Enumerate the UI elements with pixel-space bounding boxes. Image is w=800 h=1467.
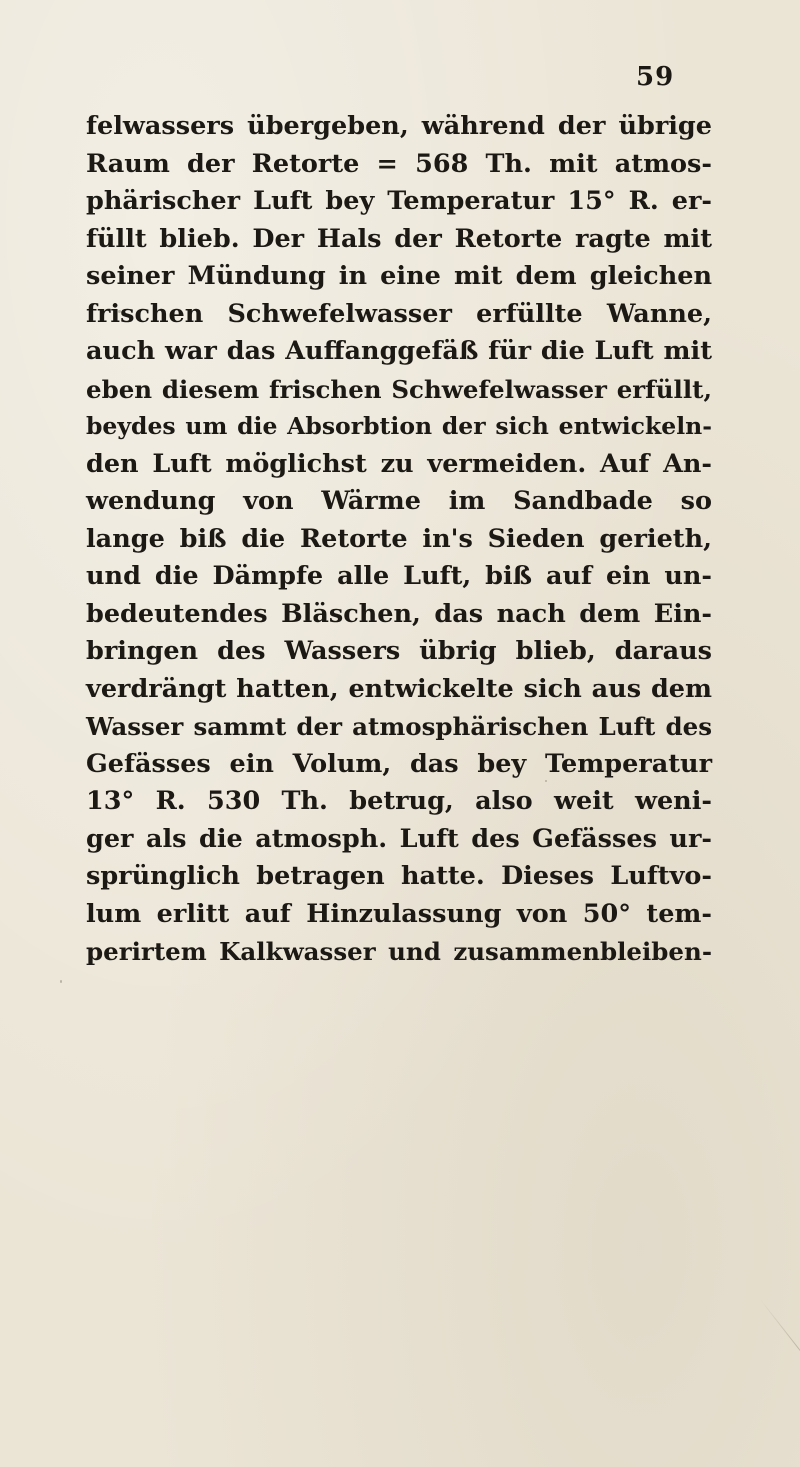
text-line: ger als die atmosph. Luft des Gefässes ur- (86, 823, 712, 854)
text-line: den Luft möglichst zu vermeiden. Auf An- (86, 448, 712, 479)
text-line: verdrängt hatten, entwickelte sich aus dem (86, 673, 712, 704)
paper-speck (545, 780, 547, 782)
text-line: füllt blieb. Der Hals der Retorte ragte mit (86, 223, 712, 254)
text-line: eben diesem frischen Schwefelwasser erfüllt, (86, 374, 712, 404)
text-line: Gefässes ein Volum, das bey Temperatur (86, 748, 712, 779)
text-line: seiner Mündung in eine mit dem gleichen (86, 261, 712, 291)
text-line: Raum der Retorte = 568 Th. mit atmos- (86, 148, 712, 179)
body-text (86, 108, 712, 971)
text-line: lange biß die Retorte in's Sieden gerieth, (86, 523, 712, 554)
text-line: auch war das Auffanggefäß für die Luft mit (86, 336, 712, 366)
paper-speck (60, 980, 62, 983)
text-line: Wasser sammt der atmosphärischen Luft des (86, 712, 712, 741)
text-line: beydes um die Absorbtion der sich entwickeln- (86, 412, 712, 440)
text-line: phärischer Luft bey Temperatur 15° R. er- (86, 186, 712, 216)
text-line: felwassers übergeben, während der übrige (86, 111, 712, 141)
text-line: lum erlitt auf Hinzulassung von 50° tem- (86, 898, 712, 929)
paper-speck (118, 310, 121, 313)
text-line: sprünglich betragen hatte. Dieses Luftvo- (86, 861, 712, 891)
text-line: wendung von Wärme im Sandbade so (86, 486, 712, 516)
text-line: frischen Schwefelwasser erfüllte Wanne, (86, 298, 712, 329)
text-line: bringen des Wassers übrig blieb, daraus (86, 636, 712, 666)
text-line: bedeutendes Bläschen, das nach dem Ein- (86, 598, 712, 629)
page-number: 59 (636, 62, 675, 92)
text-line: und die Dämpfe alle Luft, biß auf ein un- (86, 561, 712, 591)
paper-crease (760, 1299, 800, 1394)
text-line: perirtem Kalkwasser und zusammenbleiben- (86, 937, 712, 966)
text-line: 13° R. 530 Th. betrug, also weit weni- (86, 786, 712, 816)
